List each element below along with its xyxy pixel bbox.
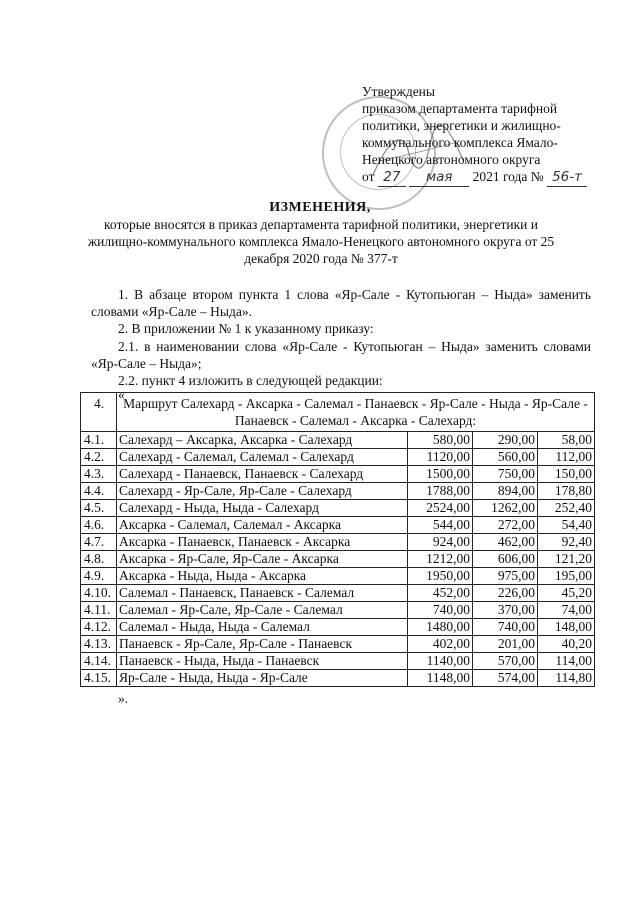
table-row <box>81 449 595 466</box>
tariff-baggage: 114,80 <box>538 670 595 687</box>
row-number: 4.5. <box>81 500 117 517</box>
row-number: 4.13. <box>81 636 117 653</box>
order-number: 56-т <box>547 169 587 187</box>
tariff-half: 370,00 <box>473 602 538 619</box>
tariff-half: 894,00 <box>473 483 538 500</box>
tariff-full: 452,00 <box>408 585 473 602</box>
row-number: 4.12. <box>81 619 117 636</box>
tariff-full: 1788,00 <box>408 483 473 500</box>
tariff-baggage: 178,80 <box>538 483 595 500</box>
routes-table <box>80 392 595 687</box>
row-number: 4.14. <box>81 653 117 670</box>
date-month: мая <box>409 169 469 187</box>
tariff-baggage: 114,00 <box>538 653 595 670</box>
table-row <box>81 432 595 449</box>
tariff-full: 1140,00 <box>408 653 473 670</box>
row-number: 4.9. <box>81 568 117 585</box>
tariff-half: 740,00 <box>473 619 538 636</box>
route-name: Салехард - Яр-Сале, Яр-Сале - Салехард <box>117 483 408 500</box>
tariff-half: 290,00 <box>473 432 538 449</box>
date-day: 27 <box>378 169 406 187</box>
route-name: Салехард – Аксарка, Аксарка - Салехард <box>117 432 408 449</box>
tariff-half: 560,00 <box>473 449 538 466</box>
tariff-half: 606,00 <box>473 551 538 568</box>
table-row <box>81 602 595 619</box>
tariff-half: 272,00 <box>473 517 538 534</box>
table-row <box>81 568 595 585</box>
table-row <box>81 585 595 602</box>
tariff-half: 570,00 <box>473 653 538 670</box>
document-subtitle: которые вносятся в приказ департамента тарифной политики, энергетики и жилищно-коммунального комплекса Ямало-Ненецкого автономного округа от 25 декабря 2020 года № 377-т <box>87 217 555 266</box>
tariff-full: 544,00 <box>408 517 473 534</box>
approval-line-4: коммунального комплекса Ямало- <box>362 135 558 150</box>
header-number: 4. <box>81 393 117 432</box>
row-number: 4.15. <box>81 670 117 687</box>
route-name: Салемал - Панаевск, Панаевск - Салемал <box>117 585 408 602</box>
tariff-full: 924,00 <box>408 534 473 551</box>
route-name: Аксарка - Ныда, Ныда - Аксарка <box>117 568 408 585</box>
approval-line-2: приказом департамента тарифной <box>362 101 558 116</box>
route-name: Салемал - Ныда, Ныда - Салемал <box>117 619 408 636</box>
tariff-full: 1148,00 <box>408 670 473 687</box>
approval-line-5: Ненецкого автономного округа <box>362 152 541 167</box>
row-number: 4.11. <box>81 602 117 619</box>
route-name: Салехард - Ныда, Ныда - Салехард <box>117 500 408 517</box>
tariff-full: 1120,00 <box>408 449 473 466</box>
date-prefix: от <box>362 169 375 184</box>
approval-date-line <box>362 168 587 187</box>
route-name: Панаевск - Ныда, Ныда - Панаевск <box>117 653 408 670</box>
row-number: 4.4. <box>81 483 117 500</box>
row-number: 4.7. <box>81 534 117 551</box>
tariff-half: 1262,00 <box>473 500 538 517</box>
table-row <box>81 619 595 636</box>
paragraph-1: 1. В абзаце втором пункта 1 слова «Яр-Сале - Кутопьюган – Ныда» заменить словами «Яр-Сале – Ныда». <box>91 287 591 319</box>
tariff-baggage: 45,20 <box>538 585 595 602</box>
tariff-baggage: 195,00 <box>538 568 595 585</box>
row-number: 4.1. <box>81 432 117 449</box>
tariff-half: 462,00 <box>473 534 538 551</box>
table-row <box>81 466 595 483</box>
route-name: Салехард - Салемал, Салемал - Салехард <box>117 449 408 466</box>
table-header-row <box>81 393 595 432</box>
quote-close: ». <box>118 691 129 706</box>
route-name: Яр-Сале - Ныда, Ныда - Яр-Сале <box>117 670 408 687</box>
table-row <box>81 500 595 517</box>
tariff-full: 1950,00 <box>408 568 473 585</box>
route-name: Аксарка - Салемал, Салемал - Аксарка <box>117 517 408 534</box>
row-number: 4.2. <box>81 449 117 466</box>
approval-line-1: Утверждены <box>362 84 435 99</box>
table-row <box>81 653 595 670</box>
tariff-full: 580,00 <box>408 432 473 449</box>
date-suffix: 2021 года № <box>472 169 544 184</box>
tariff-full: 402,00 <box>408 636 473 653</box>
table-row <box>81 517 595 534</box>
tariff-baggage: 112,00 <box>538 449 595 466</box>
row-number: 4.6. <box>81 517 117 534</box>
tariff-baggage: 252,40 <box>538 500 595 517</box>
paragraph-2-1: 2.1. в наименовании слова «Яр-Сале - Кутопьюган – Ныда» заменить словами «Яр-Сале – Ныда»; <box>91 339 591 371</box>
tariff-half: 750,00 <box>473 466 538 483</box>
tariff-half: 226,00 <box>473 585 538 602</box>
tariff-half: 201,00 <box>473 636 538 653</box>
tariff-baggage: 74,00 <box>538 602 595 619</box>
tariff-full: 740,00 <box>408 602 473 619</box>
approval-block <box>362 83 587 187</box>
route-name: Панаевск - Яр-Сале, Яр-Сале - Панаевск <box>117 636 408 653</box>
tariff-baggage: 58,00 <box>538 432 595 449</box>
paragraph-2: 2. В приложении № 1 к указанному приказу: <box>118 321 374 336</box>
header-route-text: Маршрут Салехард - Аксарка - Салемал - Панаевск - Яр-Сале - Ныда - Яр-Сале - Панаевск - Салемал - Аксарка - Салехард: <box>117 393 595 432</box>
table-row <box>81 636 595 653</box>
route-name: Салемал - Яр-Сале, Яр-Сале - Салемал <box>117 602 408 619</box>
tariff-full: 1500,00 <box>408 466 473 483</box>
tariff-full: 2524,00 <box>408 500 473 517</box>
tariff-baggage: 54,40 <box>538 517 595 534</box>
route-name: Аксарка - Яр-Сале, Яр-Сале - Аксарка <box>117 551 408 568</box>
quote-open: « <box>118 387 125 402</box>
tariff-full: 1212,00 <box>408 551 473 568</box>
tariff-baggage: 148,00 <box>538 619 595 636</box>
tariff-baggage: 92,40 <box>538 534 595 551</box>
tariff-half: 975,00 <box>473 568 538 585</box>
tariff-baggage: 121,20 <box>538 551 595 568</box>
table-row <box>81 670 595 687</box>
row-number: 4.10. <box>81 585 117 602</box>
route-name: Аксарка - Панаевск, Панаевск - Аксарка <box>117 534 408 551</box>
approval-line-3: политики, энергетики и жилищно- <box>362 118 561 133</box>
row-number: 4.3. <box>81 466 117 483</box>
route-name: Салехард - Панаевск, Панаевск - Салехард <box>117 466 408 483</box>
table-row <box>81 534 595 551</box>
tariff-full: 1480,00 <box>408 619 473 636</box>
table-row <box>81 483 595 500</box>
tariff-baggage: 150,00 <box>538 466 595 483</box>
tariff-baggage: 40,20 <box>538 636 595 653</box>
row-number: 4.8. <box>81 551 117 568</box>
tariff-half: 574,00 <box>473 670 538 687</box>
table-row <box>81 551 595 568</box>
document-title: ИЗМЕНЕНИЯ, <box>269 200 371 215</box>
paragraph-2-2: 2.2. пункт 4 изложить в следующей редакции: <box>118 373 383 388</box>
